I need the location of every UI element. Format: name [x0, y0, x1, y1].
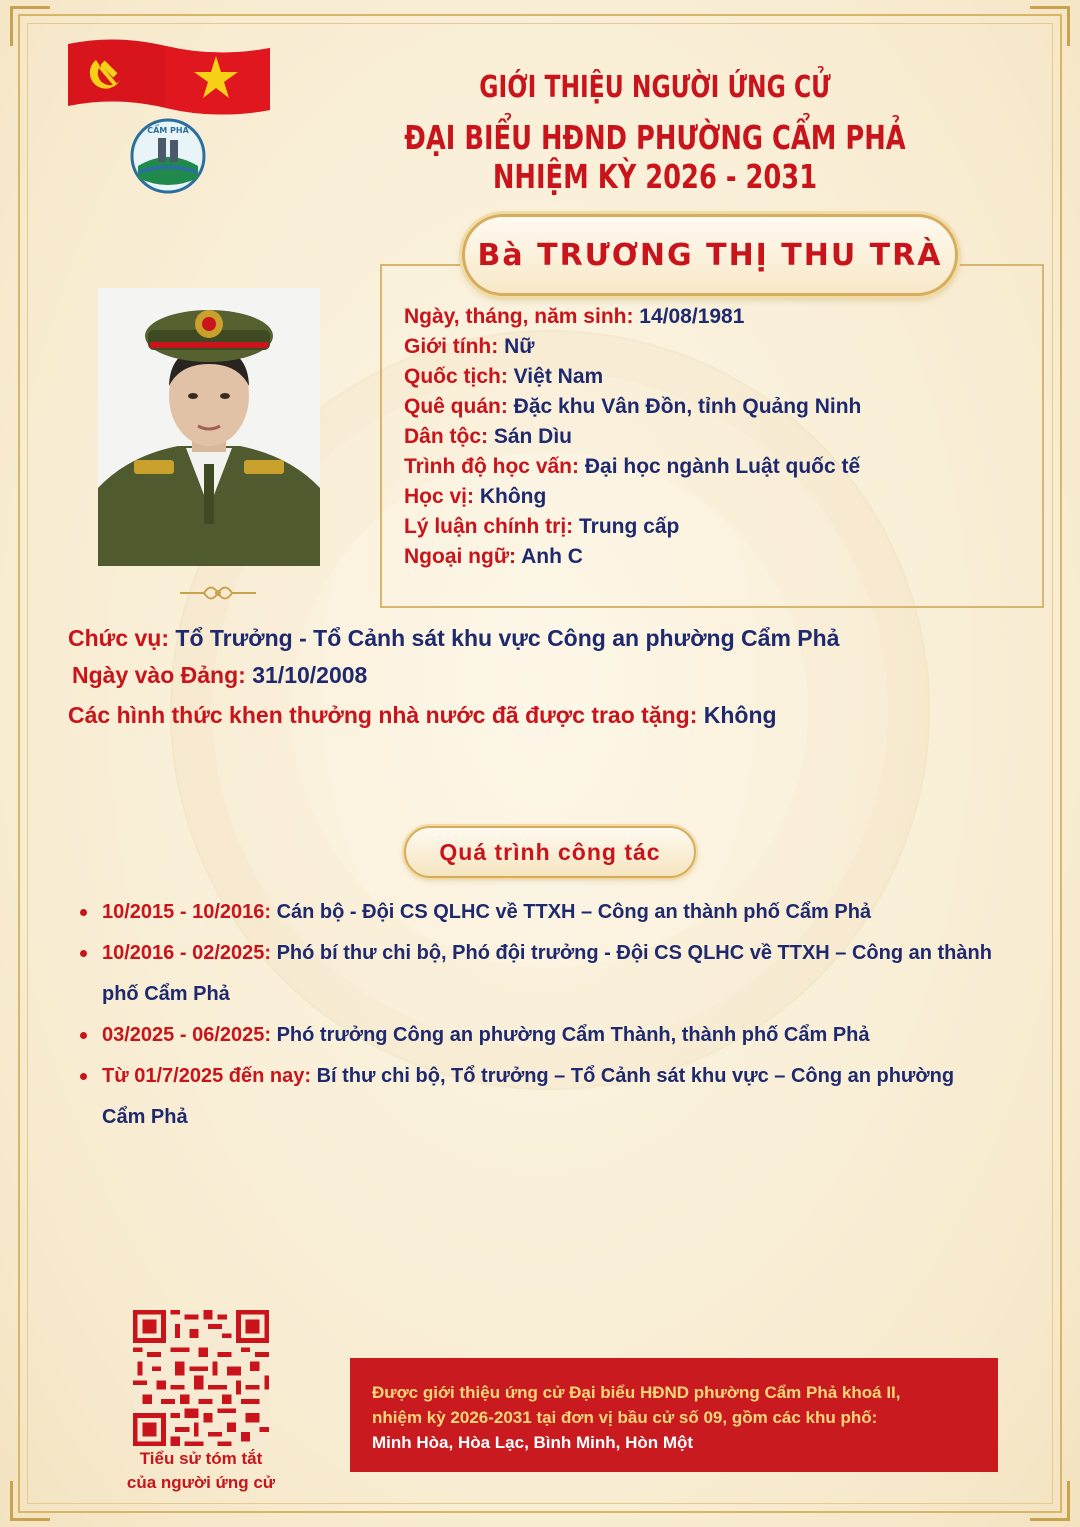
career-text: Phó bí thư chi bộ, Phó đội trưởng - Đội CS QLHC về TTXH – Công an thành — [271, 942, 992, 964]
info-row-education — [404, 455, 861, 485]
party-join-label: Ngày vào Đảng: — [72, 662, 246, 688]
career-period: 10/2016 - 02/2025: — [102, 942, 272, 964]
career-period: Từ 01/7/2025 đến nay: — [102, 1065, 312, 1087]
info-label: Dân tộc: — [404, 425, 488, 448]
svg-text:CẨM PHẢ: CẨM PHẢ — [147, 126, 189, 135]
info-value: 14/08/1981 — [633, 305, 745, 328]
flags-icon — [66, 38, 272, 116]
list-item — [78, 933, 1028, 1015]
info-row-degree — [404, 485, 861, 515]
bullet-icon — [80, 1032, 87, 1039]
awards-row — [68, 702, 777, 729]
info-row-political-theory — [404, 515, 861, 545]
info-label: Quê quán: — [404, 395, 508, 418]
personal-info-list — [404, 305, 861, 575]
career-text-continued: phố Cẩm Phả — [102, 983, 230, 1005]
career-section-header — [404, 826, 696, 878]
info-value: Không — [474, 485, 547, 508]
divider-ornament-icon — [178, 580, 258, 606]
election-notice — [350, 1358, 998, 1472]
qr-code-icon[interactable] — [133, 1310, 269, 1446]
position-label: Chức vụ: — [68, 625, 169, 651]
info-label: Ngày, tháng, năm sinh: — [404, 305, 634, 328]
qr-caption-line2: của người ứng cử — [126, 1473, 276, 1492]
info-value: Trung cấp — [573, 515, 680, 538]
portrait-image — [98, 288, 320, 566]
info-value: Anh C — [516, 545, 583, 568]
info-row-nationality — [404, 365, 861, 395]
corner-ornament — [1030, 1481, 1070, 1521]
career-text: Cán bộ - Đội CS QLHC về TTXH – Công an thành phố Cẩm Phả — [271, 901, 872, 923]
info-label: Quốc tịch: — [404, 365, 508, 388]
party-join-row — [72, 662, 367, 689]
title-line2: ĐẠI BIỂU HĐND PHƯỜNG CẨM PHẢ NHIỆM KỲ 2026 - 2031 — [404, 118, 906, 196]
bullet-icon — [80, 909, 87, 916]
info-row-gender — [404, 335, 861, 365]
info-value: Đại học ngành Luật quốc tế — [579, 455, 861, 478]
awards-value: Không — [697, 702, 777, 728]
title-line1: GIỚI THIỆU NGƯỜI ỨNG CỬ — [479, 70, 831, 105]
corner-ornament — [10, 6, 50, 46]
corner-ornament — [1030, 6, 1070, 46]
info-value: Việt Nam — [507, 365, 604, 388]
info-label: Lý luận chính trị: — [404, 515, 574, 538]
corner-ornament — [10, 1481, 50, 1521]
info-label: Ngoại ngữ: — [404, 545, 517, 568]
career-text: Bí thư chi bộ, Tổ trưởng – Tổ Cảnh sát khu vực – Công an phường — [311, 1065, 955, 1087]
info-row-foreign-language — [404, 545, 861, 575]
info-value: Đặc khu Vân Đồn, tỉnh Quảng Ninh — [507, 395, 862, 418]
info-label: Giới tính: — [404, 335, 499, 358]
list-item — [78, 1015, 1028, 1056]
info-label: Học vị: — [404, 485, 475, 508]
info-label: Trình độ học vấn: — [404, 455, 580, 478]
notice-line3: Minh Hòa, Hòa Lạc, Bình Minh, Hòn Một — [372, 1433, 694, 1452]
career-period: 03/2025 - 06/2025: — [102, 1024, 272, 1046]
awards-label: Các hình thức khen thưởng nhà nước đã được trao tặng: — [68, 702, 698, 728]
career-section-title: Quá trình công tác — [439, 838, 661, 865]
bullet-icon — [80, 1073, 87, 1080]
candidate-name: Bà TRƯƠNG THỊ THU TRÀ — [477, 237, 943, 273]
career-text: Phó trưởng Công an phường Cẩm Thành, thành phố Cẩm Phả — [271, 1024, 870, 1046]
career-text-continued: Cẩm Phả — [102, 1106, 188, 1128]
career-list — [78, 892, 1028, 1138]
info-row-birthdate — [404, 305, 861, 335]
list-item — [78, 892, 1028, 933]
info-row-ethnicity — [404, 425, 861, 455]
name-plate — [462, 214, 958, 296]
list-item — [78, 1056, 1028, 1138]
qr-caption-line1: Tiểu sử tóm tắt — [139, 1449, 263, 1468]
notice-line1: Được giới thiệu ứng cử Đại biểu HĐND phường Cẩm Phả khoá II, — [372, 1383, 901, 1402]
party-join-value: 31/10/2008 — [245, 662, 368, 688]
info-row-hometown — [404, 395, 861, 425]
info-value: Nữ — [498, 335, 535, 358]
info-value: Sán Dìu — [488, 425, 573, 448]
position-row — [68, 625, 839, 652]
notice-line2: nhiệm kỳ 2026-2031 tại đơn vị bầu cử số 09, gồm các khu phố: — [372, 1408, 878, 1427]
cam-pha-logo — [130, 118, 206, 194]
career-period: 10/2015 - 10/2016: — [102, 901, 272, 923]
candidate-photo — [98, 288, 320, 566]
bullet-icon — [80, 950, 87, 957]
position-value: Tổ Trưởng - Tổ Cảnh sát khu vực Công an phường Cẩm Phả — [169, 625, 840, 651]
